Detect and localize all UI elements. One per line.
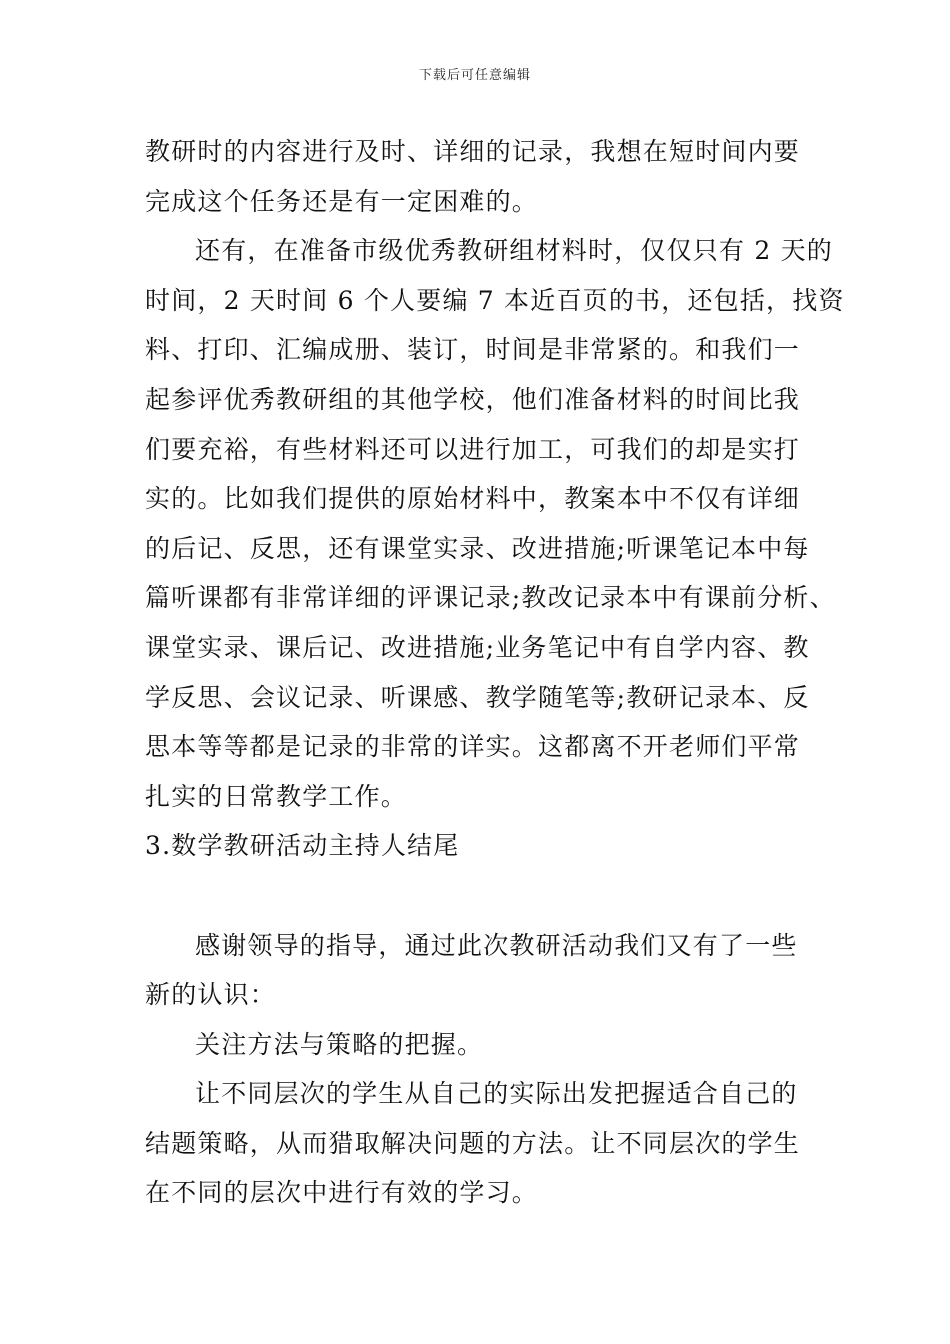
body-line: 思本等等都是记录的非常的详实。这都离不开老师们平常 [145, 732, 801, 762]
body-line: 们要充裕，有些材料还可以进行加工，可我们的却是实打 [145, 434, 801, 464]
body-line: 篇听课都有非常详细的评课记录;教改记录本中有课前分析、 [145, 583, 836, 613]
body-line: 还有，在准备市级优秀教研组材料时，仅仅只有 2 天的 [195, 236, 834, 266]
body-line: 的后记、反思，还有课堂实录、改进措施;听课笔记本中每 [145, 533, 810, 563]
body-line: 料、打印、汇编成册、装订，时间是非常紧的。和我们一 [145, 335, 801, 365]
body-line: 结题策略，从而猎取解决问题的方法。让不同层次的学生 [145, 1128, 801, 1158]
body-line: 时间，2 天时间 6 个人要编 7 本近百页的书，还包括，找资 [145, 285, 845, 315]
body-line: 关注方法与策略的把握。 [195, 1029, 484, 1059]
body-line: 教研时的内容进行及时、详细的记录，我想在短时间内要 [145, 137, 801, 166]
body-line: 新的认识： [145, 980, 277, 1010]
section-heading: 3.数学教研活动主持人结尾 [145, 831, 460, 861]
body-line: 完成这个任务还是有一定困难的。 [145, 186, 539, 216]
body-line: 学反思、会议记录、听课感、教学随笔等;教研记录本、反 [145, 682, 810, 712]
page-header-note: 下载后可任意编辑 [418, 68, 531, 83]
paragraph-gap [145, 871, 810, 921]
body-line: 实的。比如我们提供的原始材料中，教案本中不仅有详细 [145, 484, 801, 514]
body-line: 起参评优秀教研组的其他学校，他们准备材料的时间比我 [145, 384, 801, 414]
body-line: 课堂实录、课后记、改进措施;业务笔记中有自学内容、教 [145, 632, 810, 662]
body-line: 扎实的日常教学工作。 [145, 781, 408, 811]
body-line: 感谢领导的指导，通过此次教研活动我们又有了一些 [195, 930, 798, 960]
body-line: 在不同的层次中进行有效的学习。 [145, 1178, 539, 1208]
document-body [145, 127, 845, 1218]
body-line: 让不同层次的学生从自己的实际出发把握适合自己的 [195, 1079, 798, 1109]
